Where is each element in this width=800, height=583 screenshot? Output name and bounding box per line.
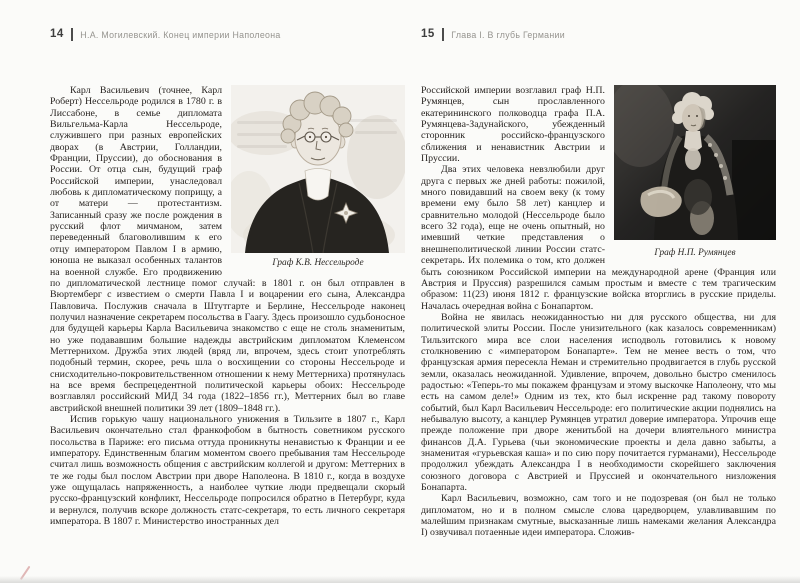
header-separator [71,28,74,41]
paragraph: Два этих человека невзлюбили друг друга с первых же дней работы: пожилой, много повидавший на своем веку (к тому времени ему было 58 лет) канцлер и сравнительно молодой (Нессельроде было всего 32 года), еще не очень опытный, но имевший четкие представления о внешнеполитической линии России статс-секретарь. Их полемика о том, кто должен быть союзником Российской империи на международной арене (Франция или Австрия и Пруссия) разрешился самым простым и вместе с тем трагическим образом: 11(23) июня 1812 г. французские войска вторглись в русские приделы. Началась очередная война с Бонапартом. [421,164,776,312]
paragraph: Испив горькую чашу национального унижения в Тильзите в 1807 г., Карл Васильевич окончательно стал франкофобом в бытность советником русского посольства в Париже: его письма оттуда проникнуты ненавистью к Франции и ее императору. Единственным благим моментом своего пребывания там Нессельроде считал лишь возможность общения с австрийским коллегой и другом: Меттерних в те же годы был послом Австрии при дворе Наполеона. В 1810 г., когда в воздухе уже ощущалась напряженность, а наиболее чуткие люди предвещали скорый русско-французский конфликт, Нессельроде попросился обратно в Петербург, куда и вернулся, получив вскоре должность статс-секретаря, то есть личного секретаря императора. В 1807 г. Министерство иностранных дел [50,413,405,528]
paragraph: Война не явилась неожиданностью ни для русского общества, ни для политической элиты России. После унизительного (как казалось современникам) Тильзитского мира все слои населения исподволь готовились к новому столкновению с «императором Бонапарте». Тем не менее весть о том, что французская армия пересекла Неман и стремительно продвигается в глубь русской земли, оказалась неожиданной. Удивление, впрочем, довольно быстро сменилось радостью: «Теперь-то мы покажем французам и этому выскочке Наполеону, что мы есть на самом деле!» Одним из тех, кто был искренне рад такому повороту событий, был Карл Васильевич Нессельроде: его политические акции поднялись на небывалую высоту, а канцлер Румянцев утратил доверие императора. Упрочив еще прежде положение при дворе женитьбой на дочери влиятельного министра финансов Д.А. Гурьева (чьи экономические проекты и дела давно забыты, а знаменитая «гурьевская каша» и по сию пору почитается гурманами), Нессельроде продолжил убеждать Александра I в необходимости скорейшего заключения союзного договора с Австрией и Пруссией и окончательного низложения Бонапарта. [421,311,776,494]
nesselrode-portrait-image [231,85,405,253]
portrait-caption-nesselrode: Граф К.В. Нессельроде [272,258,364,268]
page-14-header [50,27,405,41]
paragraph: Российской империи возглавил граф Н.П. Румянцев, сын прославленного екатерининского полководца графа П.А. Румянцева-Задунайского, убежденный сторонник российско-французского сближения и ненавистник Австрии и Пруссии. [421,85,605,165]
page-number: 15 [421,28,435,40]
page-number: 14 [50,28,64,40]
portrait-figure-nesselrode [231,85,405,269]
portrait-figure-rumyantsev [614,85,776,259]
page-15-header [421,27,776,41]
page-14 [50,27,405,539]
header-separator [442,28,445,41]
portrait-caption-rumyantsev: Граф Н.П. Румянцев [654,248,736,258]
rumyantsev-portrait-image [614,85,776,240]
running-title: Глава I. В глубь Германии [451,29,565,40]
page-14-body [50,85,405,527]
paragraph: Карл Васильевич, возможно, сам того и не подозревая (он был не только дипломатом, но и в полном смысле слова царедворцем, улавливавшим по малейшим признакам смутные, высказанные лишь намеками желания Александра I) озвучивал потаенные идеи императора. Сложив- [421,493,776,539]
running-title: Н.А. Могилевский. Конец империи Наполеона [80,29,281,40]
page-15-body [421,85,776,539]
paragraph: Карл Васильевич (точнее, Карл Роберт) Нессельроде родился в 1780 г. в Лиссабоне, в семье дипломата Вильгельма-Карла Нессельроде, служившего при разных европейских дворах (в Австрии, Голландии, Франции, Пруссии), до обоснования в России. От отца сын, будущий граф Российской империи, унаследовал любовь к дипломатическому поприщу, а от матери — протестантизм. Записанный сразу же после рождения в русский флот мичманом, затем переведенный благоволившим к его отцу императором Павлом I в армию, юноша не выказал особенных талантов на военной службе. Его продвижению по дипломатической лестнице помог случай: в 1801 г. он был отправлен в Вюртемберг с известием о смерти Павла I и воцарении его сына, Александра Павловича. Послужив сначала в Штутгарте и Берлине, Нессельроде наконец получил назначение секретарем посольства в Гаагу. Здесь произошло судьбоносное для будущей карьеры Карла Васильевича знакомство с еще не столь знаменитым, но уже подававшим большие надежды австрийским дипломатом Клеменсом Меттернихом. Дружба этих людей (вряд ли, впрочем, здесь стоит употреблять подобный термин, скорее, речь шла о восхищении со стороны Нессельроде и снисходительно-покровительственном отношении к нему Меттерниха) протянулась на все время беспрецедентной политической карьеры обоих: Нессельроде возглавлял российский МИД 34 года (1822–1856 гг.), Меттерних был во главе австрийской внешней политики 39 лет (1809–1848 гг.). [50,85,405,414]
page-15 [421,27,776,539]
page-bottom-edge [0,576,800,583]
